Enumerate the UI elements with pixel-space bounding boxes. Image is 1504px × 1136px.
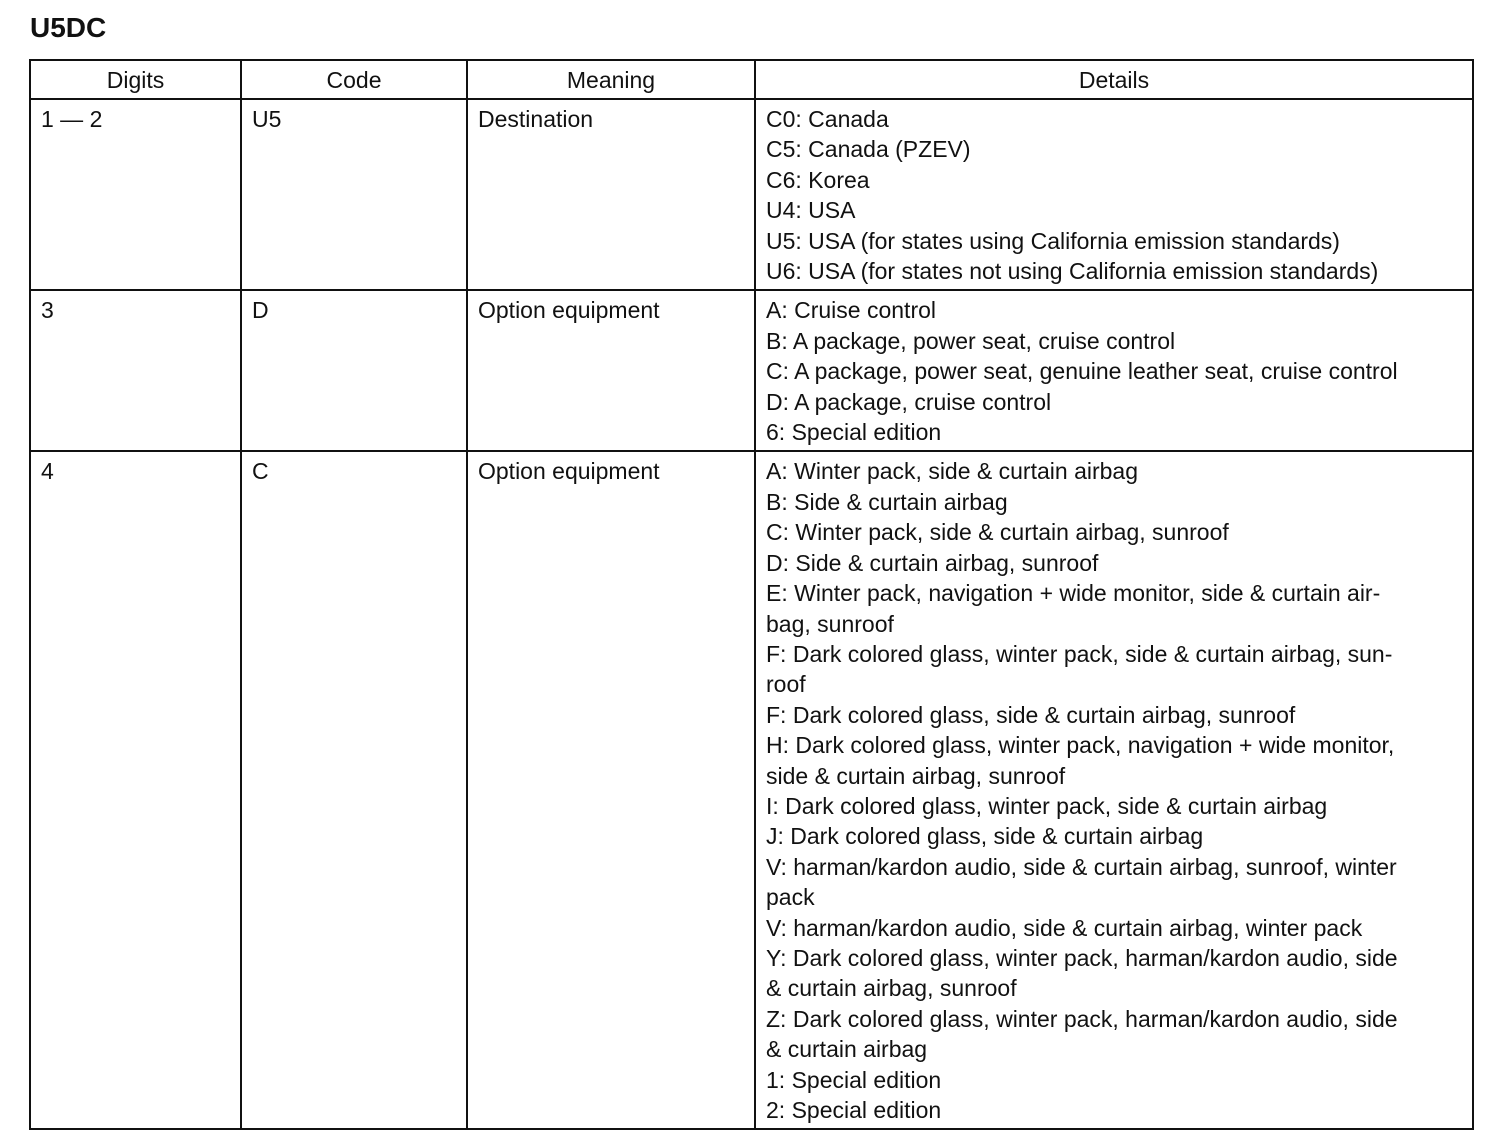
- detail-line: J: Dark colored glass, side & curtain airbag: [766, 823, 1204, 850]
- detail-line: & curtain airbag, sunroof: [766, 975, 1017, 1002]
- detail-line: V: harman/kardon audio, side & curtain airbag, sunroof, winter: [766, 853, 1397, 880]
- detail-line: C5: Canada (PZEV): [766, 136, 971, 163]
- table-row: [30, 99, 1473, 290]
- detail-line: A: Winter pack, side & curtain airbag: [766, 458, 1138, 485]
- table-row: [30, 451, 1473, 1129]
- detail-line: A: Cruise control: [766, 297, 937, 324]
- cell-digits: 1 — 2: [30, 99, 241, 290]
- detail-line: C: Winter pack, side & curtain airbag, sunroof: [766, 519, 1229, 546]
- detail-line: 1: Special edition: [766, 1066, 942, 1093]
- detail-line: E: Winter pack, navigation + wide monitor, side & curtain air-: [766, 580, 1381, 607]
- detail-line: 6: Special edition: [766, 419, 942, 446]
- detail-line: D: Side & curtain airbag, sunroof: [766, 549, 1099, 576]
- detail-line: U6: USA (for states not using California emission standards): [766, 258, 1379, 285]
- table-row: [30, 290, 1473, 451]
- table-body: [30, 99, 1473, 1129]
- detail-line: B: Side & curtain airbag: [766, 488, 1008, 515]
- detail-line: bag, sunroof: [766, 610, 894, 637]
- detail-line: F: Dark colored glass, side & curtain airbag, sunroof: [766, 701, 1296, 728]
- detail-line: H: Dark colored glass, winter pack, navigation + wide monitor,: [766, 732, 1395, 759]
- detail-line: C: A package, power seat, genuine leather seat, cruise control: [766, 358, 1398, 385]
- cell-code: U5: [241, 99, 467, 290]
- cell-code: D: [241, 290, 467, 451]
- detail-line: 2: Special edition: [766, 1097, 942, 1123]
- cell-details: [755, 99, 1473, 290]
- detail-line: roof: [766, 671, 806, 698]
- header-code: Code: [241, 60, 467, 99]
- detail-line: F: Dark colored glass, winter pack, side & curtain airbag, sun-: [766, 640, 1393, 667]
- detail-line: C6: Korea: [766, 166, 870, 193]
- detail-line: I: Dark colored glass, winter pack, side & curtain airbag: [766, 792, 1328, 819]
- cell-meaning: Option equipment: [467, 290, 755, 451]
- detail-line: U5: USA (for states using California emission standards): [766, 227, 1340, 254]
- detail-line: side & curtain airbag, sunroof: [766, 762, 1066, 789]
- cell-digits: 3: [30, 290, 241, 451]
- cell-meaning: Option equipment: [467, 451, 755, 1129]
- code-table: [29, 59, 1474, 1130]
- detail-line: U4: USA: [766, 197, 856, 224]
- detail-line: V: harman/kardon audio, side & curtain airbag, winter pack: [766, 914, 1363, 941]
- header-details: Details: [755, 60, 1473, 99]
- cell-digits: 4: [30, 451, 241, 1129]
- detail-line: Z: Dark colored glass, winter pack, harman/kardon audio, side: [766, 1005, 1398, 1032]
- cell-details: [755, 290, 1473, 451]
- detail-line: B: A package, power seat, cruise control: [766, 327, 1176, 354]
- detail-line: pack: [766, 884, 815, 911]
- page-title: U5DC: [30, 12, 107, 43]
- detail-line: & curtain airbag: [766, 1036, 928, 1063]
- cell-meaning: Destination: [467, 99, 755, 290]
- cell-code: C: [241, 451, 467, 1129]
- header-meaning: Meaning: [467, 60, 755, 99]
- cell-details: [755, 451, 1473, 1129]
- detail-line: C0: Canada: [766, 106, 889, 132]
- table-header-row: [30, 60, 1473, 99]
- detail-line: Y: Dark colored glass, winter pack, harman/kardon audio, side: [766, 944, 1398, 971]
- header-digits: Digits: [30, 60, 241, 99]
- detail-line: D: A package, cruise control: [766, 388, 1052, 415]
